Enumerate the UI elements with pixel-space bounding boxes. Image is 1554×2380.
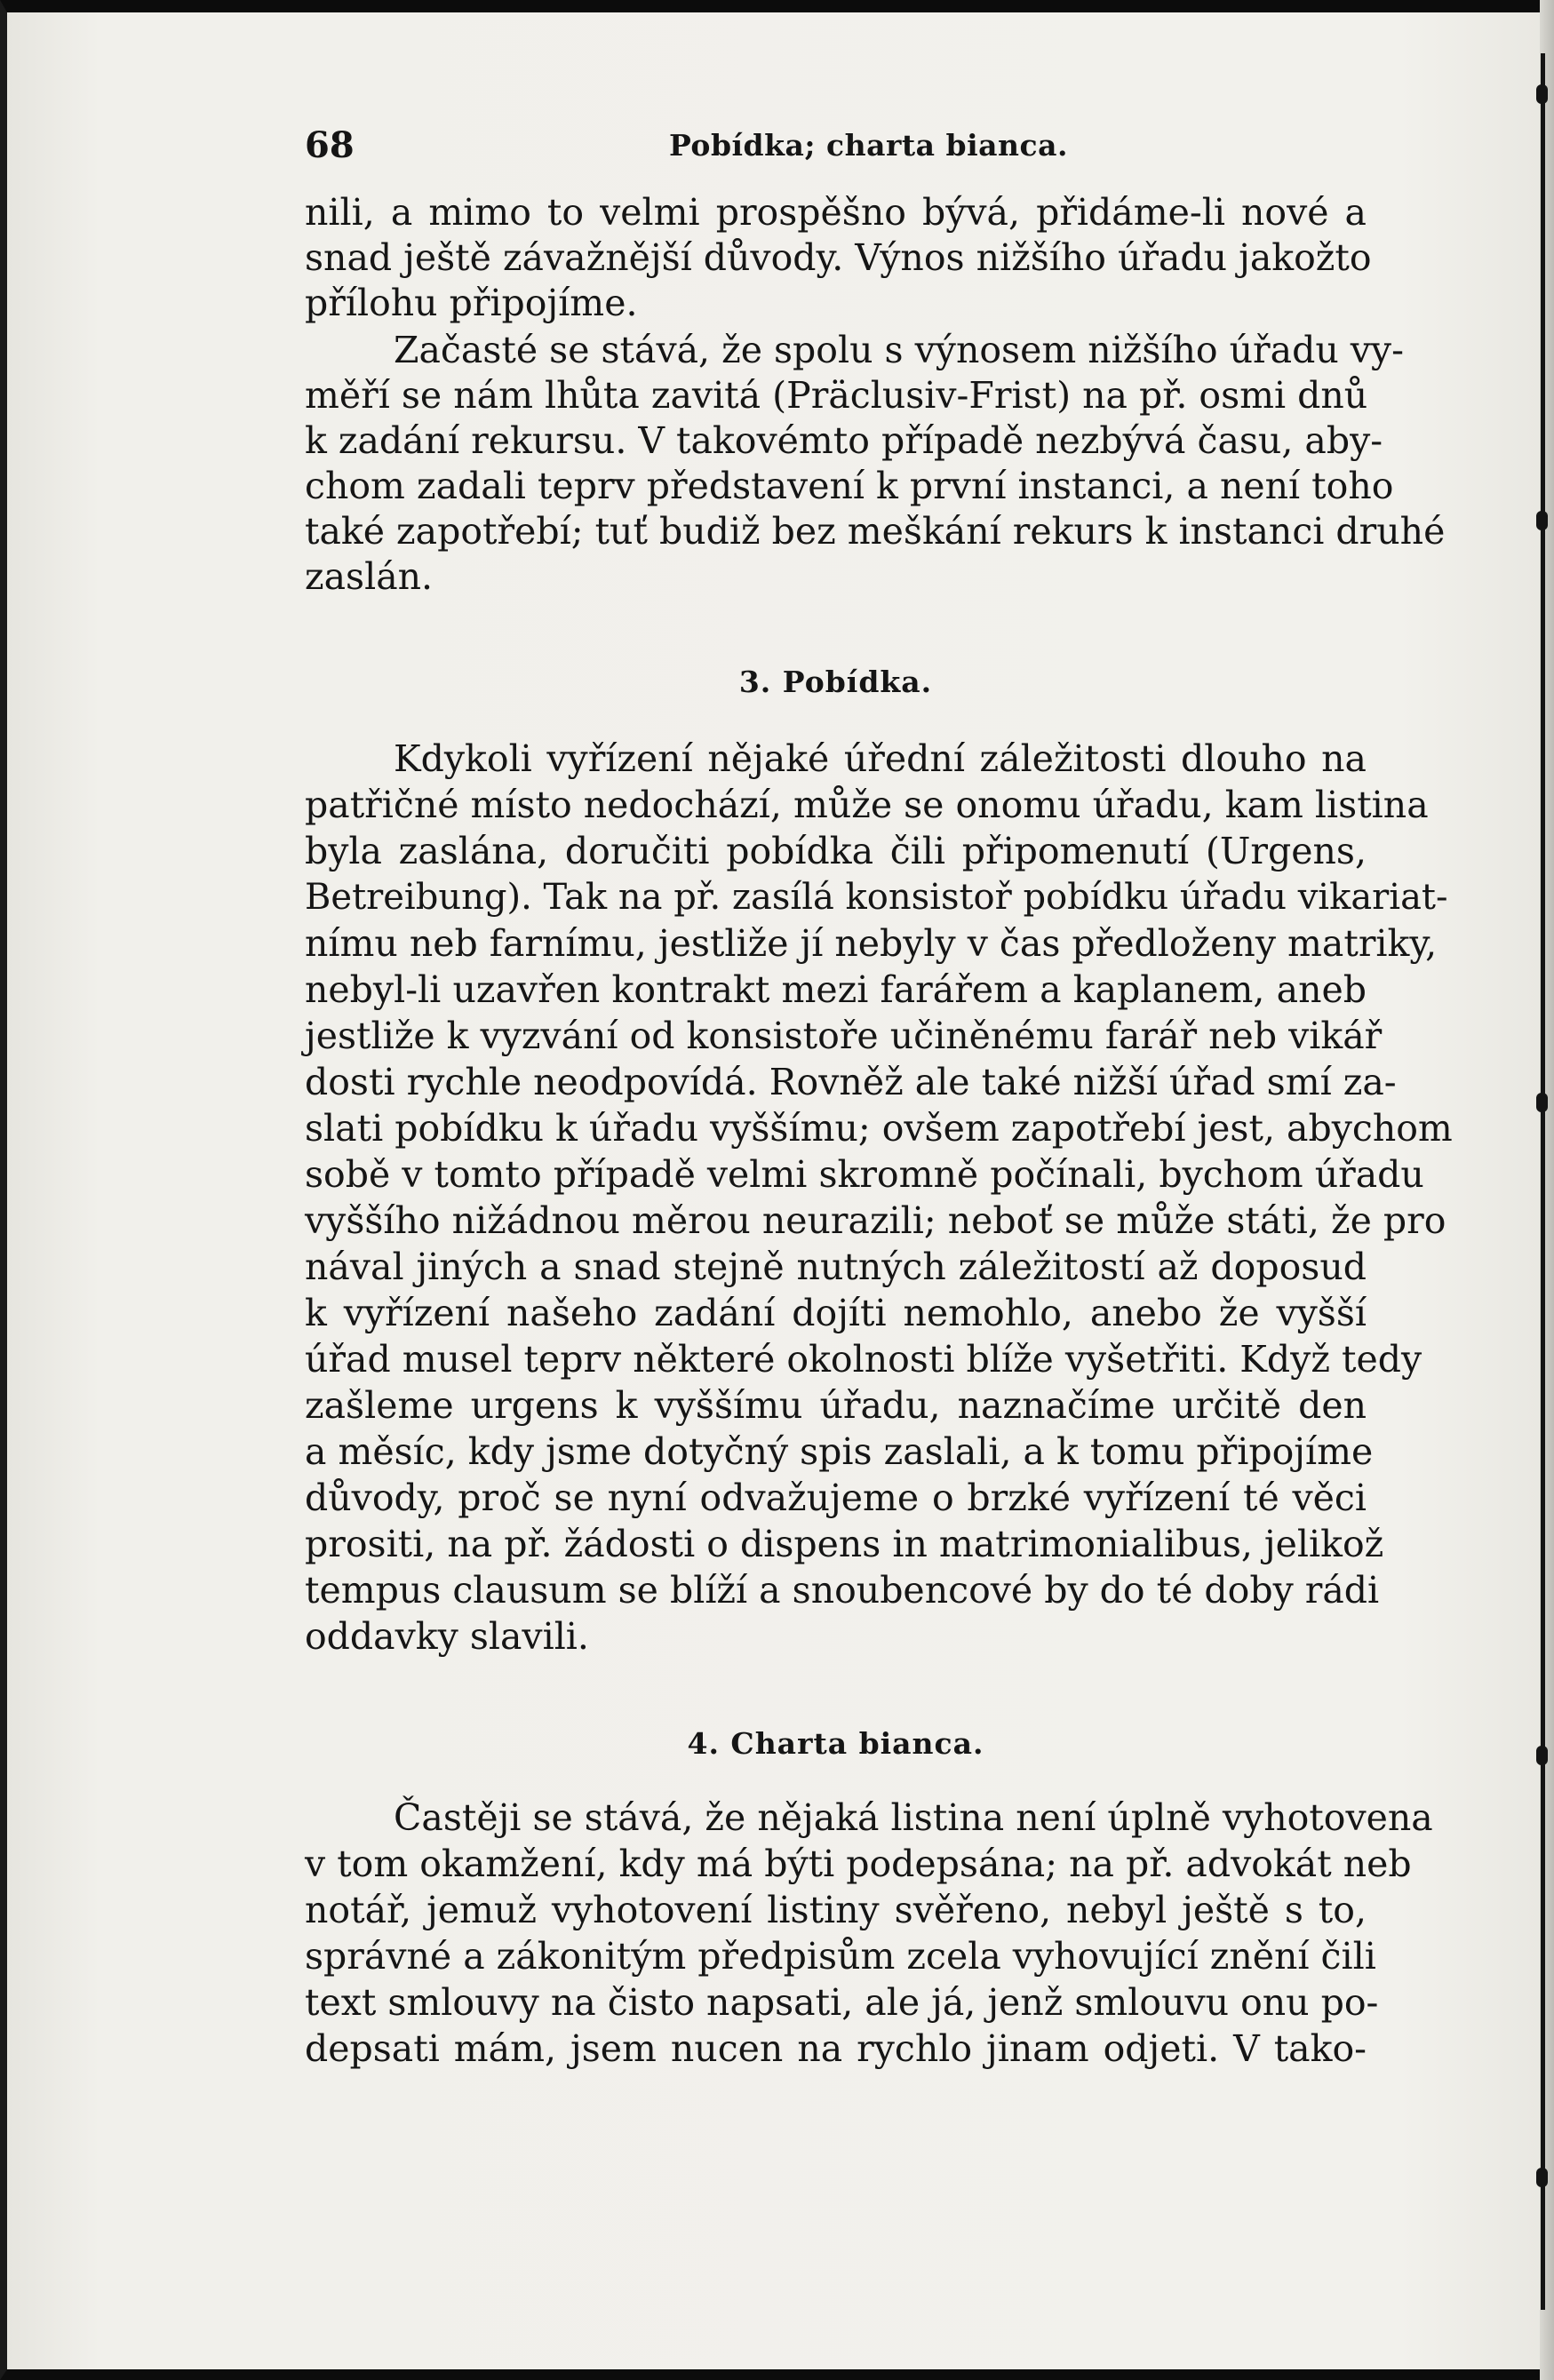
section-heading-pobidka: 3. Pobídka.: [738, 665, 933, 699]
text-line: dosti rychle neodpovídá. Rovněž ale také nižší úřad smí za-: [305, 1061, 1397, 1103]
page-header: [305, 124, 1367, 178]
running-title: Pobídka; charta bianca.: [669, 128, 1068, 163]
text-line: nebyl-li uzavřen kontrakt mezi farářem a kaplanem, aneb: [305, 968, 1367, 1011]
text-line: přílohu připojíme.: [305, 282, 638, 324]
text-line: chom zadali teprv představení k první instanci, a není toho: [305, 465, 1394, 507]
text-line: notář, jemuž vyhotovení listiny svěřeno, nebyl ještě s to,: [305, 1889, 1367, 1931]
text-line: sobě v tomto případě velmi skromně počínali, bychom úřadu: [305, 1153, 1424, 1196]
text-line: jestliže k vyzvání od konsistoře učiněnému farář neb vikář: [305, 1015, 1383, 1057]
section-heading-charta-bianca: 4. Charta bianca.: [687, 1726, 984, 1761]
text-line: úřad musel teprv některé okolnosti blíže vyšetřiti. Když tedy: [305, 1338, 1423, 1381]
text-line: k vyřízení našeho zadání dojíti nemohlo, anebo že vyšší: [305, 1292, 1367, 1334]
text-line: nímu neb farnímu, jestliže jí nebyly v čas předloženy matriky,: [305, 922, 1438, 965]
text-line: oddavky slavili.: [305, 1615, 589, 1658]
text-line: Betreibung). Tak na př. zasílá konsistoř pobídku úřadu vikariat-: [305, 877, 1448, 918]
text-line: zašleme urgens k vyššímu úřadu, naznačíme určitě den: [305, 1384, 1367, 1427]
text-line: byla zaslána, doručiti pobídka čili připomenutí (Urgens,: [305, 830, 1367, 872]
text-line: nili, a mimo to velmi prospěšno bývá, přidáme-li nové a: [305, 191, 1367, 234]
page-number: 68: [305, 124, 355, 166]
text-line: zaslán.: [305, 555, 434, 598]
text-line: a měsíc, kdy jsme dotyčný spis zaslali, a k tomu připojíme: [305, 1430, 1374, 1473]
text-line: Začasté se stává, že spolu s výnosem nižšího úřadu vy-: [394, 329, 1404, 371]
text-line: Častěji se stává, že nějaká listina není úplně vyhotovena: [394, 1796, 1433, 1839]
text-line: Kdykoli vyřízení nějaké úřední záležitosti dlouho na: [394, 737, 1367, 780]
text-line: také zapotřebí; tuť budiž bez meškání rekurs k instanci druhé: [305, 510, 1446, 553]
text-line: text smlouvy na čisto napsati, ale já, jenž smlouvu onu po-: [305, 1981, 1379, 2024]
text-line: slati pobídku k úřadu vyššímu; ovšem zapotřebí jest, abychom: [305, 1107, 1453, 1150]
text-line: v tom okamžení, kdy má býti podepsána; na př. advokát neb: [305, 1843, 1412, 1885]
text-line: důvody, proč se nyní odvažujeme o brzké vyřízení té věci: [305, 1477, 1367, 1519]
text-line: patřičné místo nedochází, může se onomu úřadu, kam listina: [305, 784, 1429, 826]
text-line: depsati mám, jsem nucen na rychlo jinam odjeti. V tako-: [305, 2027, 1367, 2070]
text-line: vyššího nižádnou měrou neurazili; neboť se může státi, že pro: [305, 1199, 1446, 1242]
text-line: nával jiných a snad stejně nutných záležitostí až doposud: [305, 1246, 1367, 1288]
text-line: tempus clausum se blíží a snoubencové by do té doby rádi: [305, 1569, 1380, 1612]
text-line: prositi, na př. žádosti o dispens in matrimonialibus, jelikož: [305, 1523, 1384, 1565]
text-line: správné a zákonitým předpisům zcela vyhovující znění čili: [305, 1935, 1376, 1978]
text-line: měří se nám lhůta zavitá (Präclusiv-Frist) na př. osmi dnů: [305, 374, 1368, 417]
text-line: k zadání rekursu. V takovémto případě nezbývá času, aby-: [305, 419, 1383, 462]
text-line: snad ještě závažnější důvody. Výnos nižšího úřadu jakožto: [305, 236, 1372, 279]
